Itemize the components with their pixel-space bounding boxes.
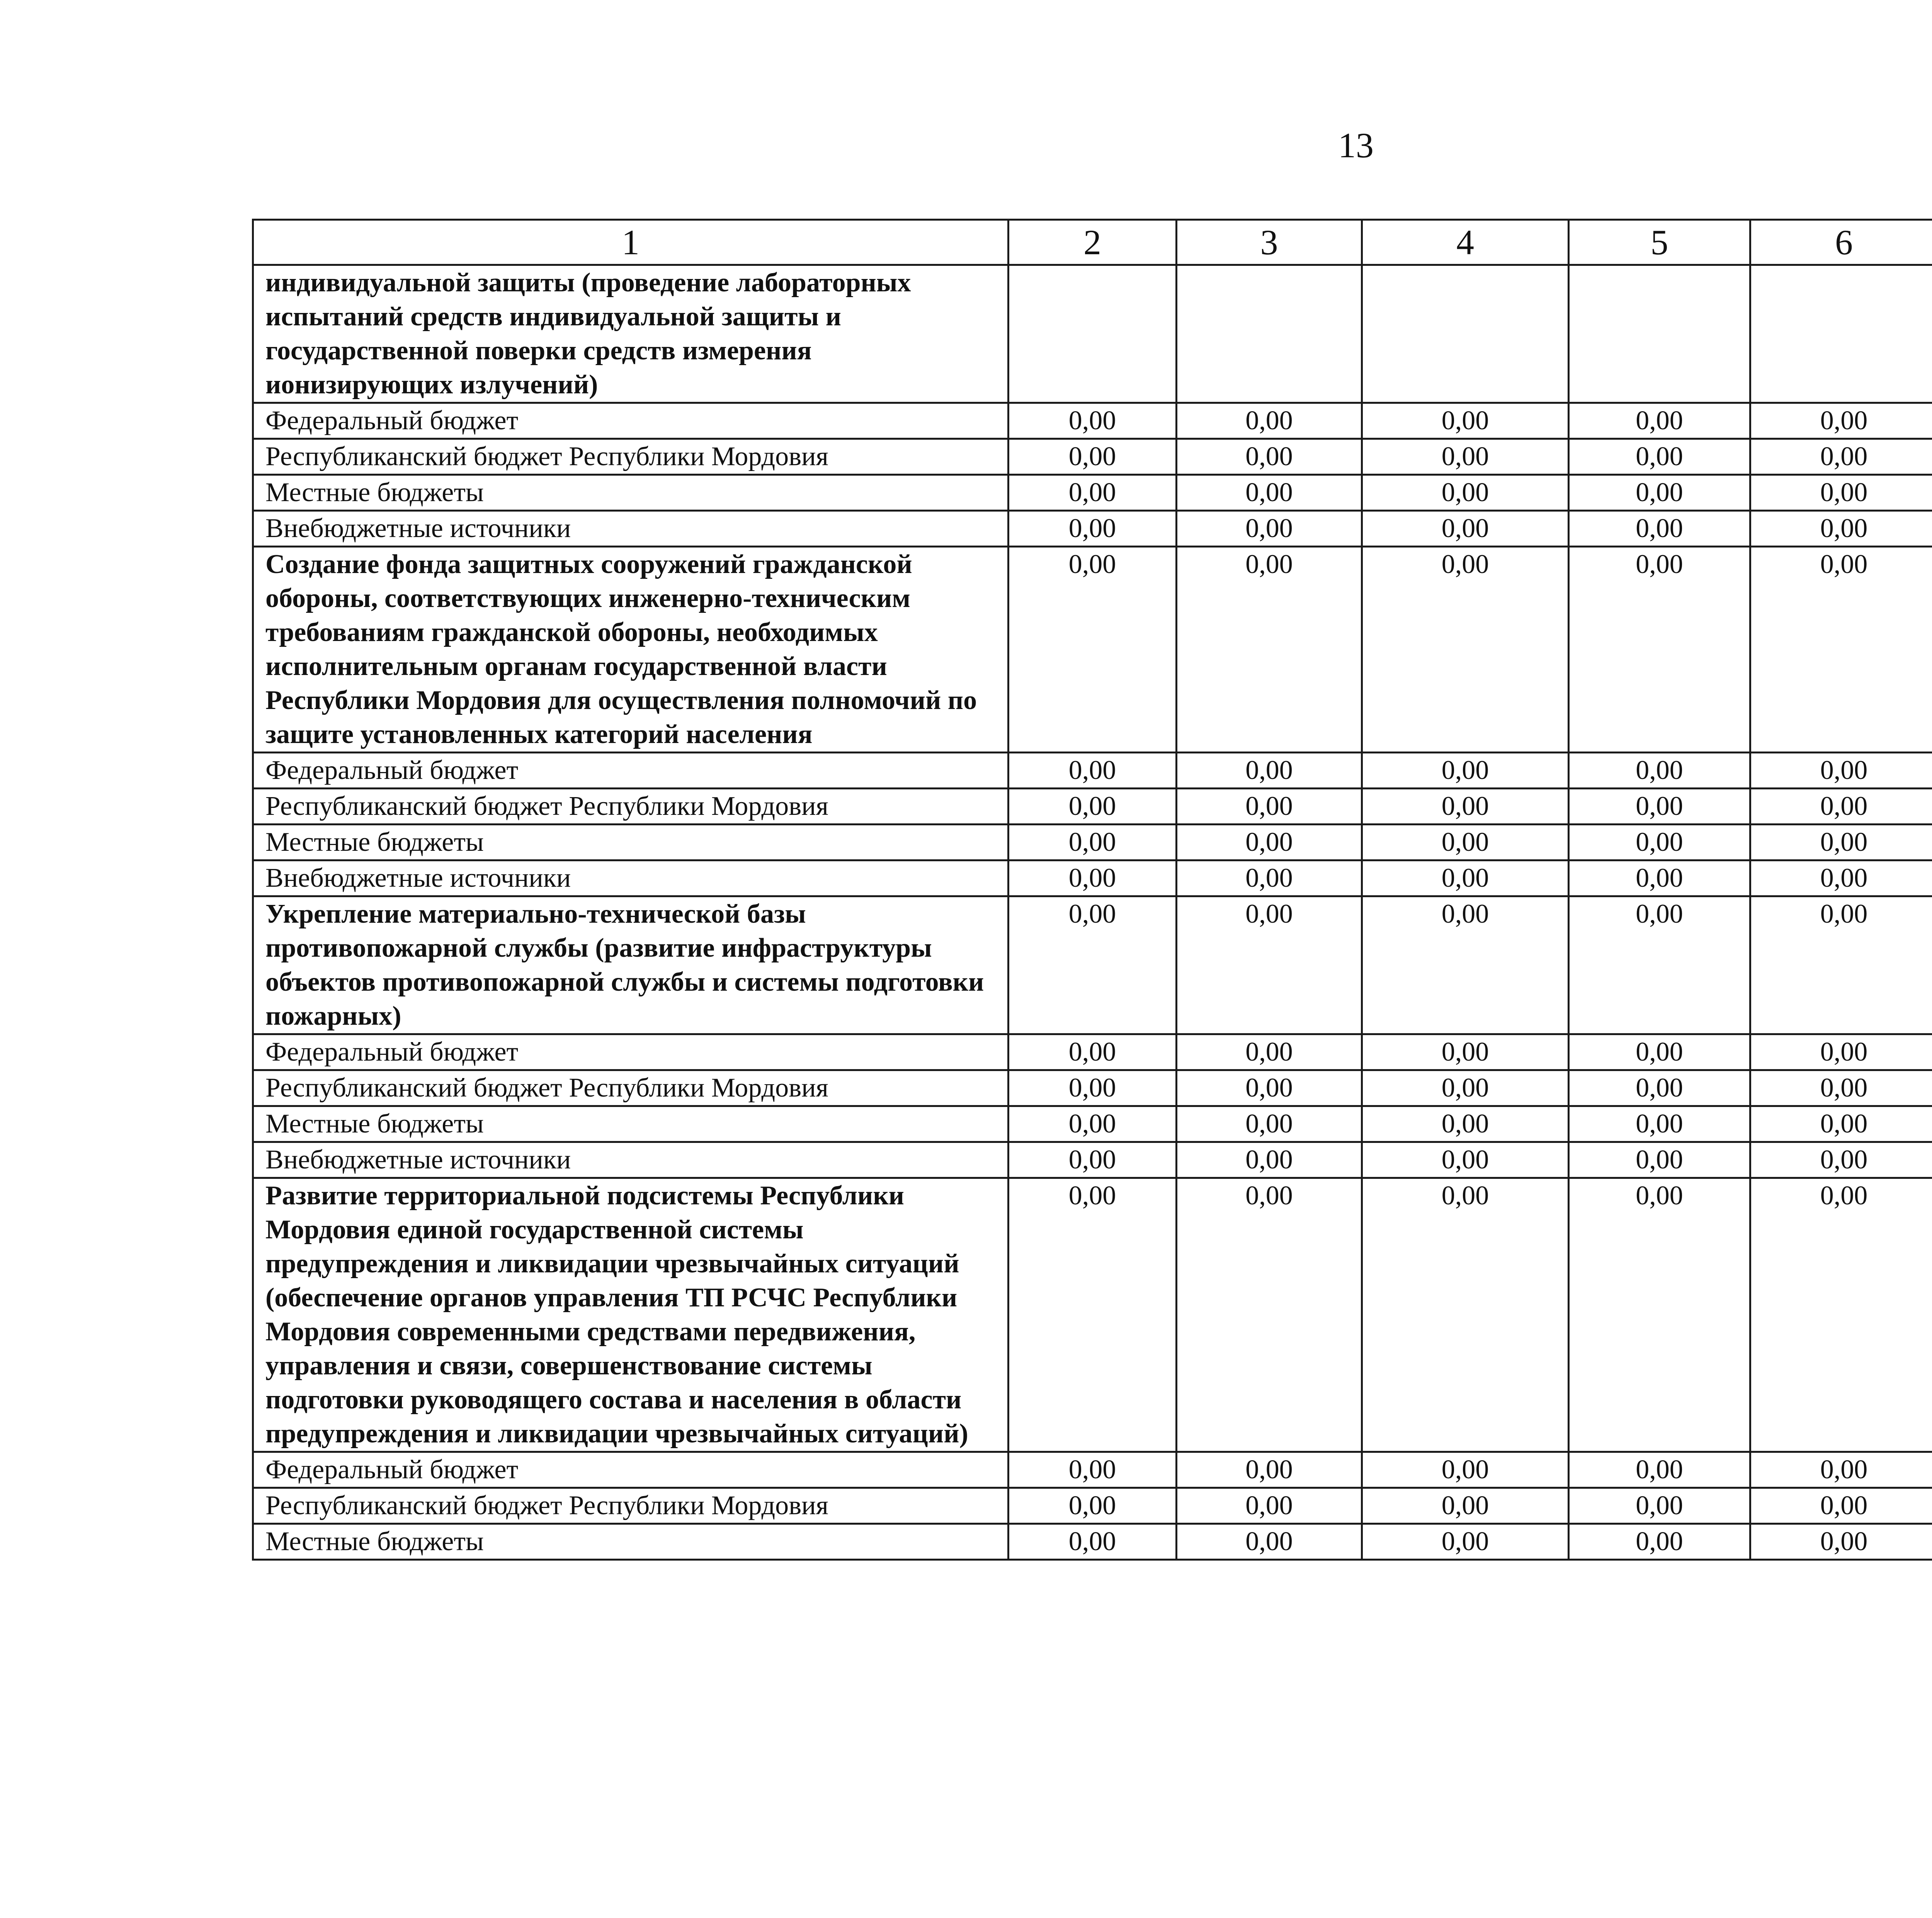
section-title: Создание фонда защитных сооружений гражданской обороны, соответствующих инженерно-техническим требованиям гражданской обороны, необходимых исполнительным органам государственной власти Республики Мордовия для осуществления полномочий по защите установленных категорий населения [253, 547, 1009, 753]
funding-row [253, 511, 1932, 547]
value-cell [1750, 265, 1932, 403]
value-cell: 0,00 [1569, 547, 1750, 753]
value-cell: 0,00 [1177, 860, 1362, 896]
value-cell: 0,00 [1177, 439, 1362, 475]
value-cell: 0,00 [1362, 1178, 1569, 1452]
value-cell: 0,00 [1177, 1488, 1362, 1524]
value-cell: 0,00 [1750, 1106, 1932, 1142]
value-cell: 0,00 [1362, 1106, 1569, 1142]
section-title-row [253, 1178, 1932, 1452]
section-title: Развитие территориальной подсистемы Республики Мордовия единой государственной системы предупреждения и ликвидации чрезвычайных ситуаций (обеспечение органов управления ТП РСЧС Республики Мордовия современными средствами передвижения, управления и связи, совершенствование системы подготовки руководящего состава и населения в области предупреждения и ликвидации чрезвычайных ситуаций) [253, 1178, 1009, 1452]
value-cell: 0,00 [1177, 825, 1362, 860]
value-cell: 0,00 [1177, 547, 1362, 753]
value-cell: 0,00 [1009, 753, 1177, 789]
value-cell: 0,00 [1009, 860, 1177, 896]
value-cell: 0,00 [1750, 789, 1932, 825]
value-cell: 0,00 [1750, 1034, 1932, 1070]
value-cell: 0,00 [1177, 789, 1362, 825]
funding-source-label: Местные бюджеты [253, 475, 1009, 511]
funding-row [253, 403, 1932, 439]
value-cell: 0,00 [1569, 825, 1750, 860]
column-header: 2 [1009, 220, 1177, 265]
value-cell: 0,00 [1362, 511, 1569, 547]
funding-source-label: Федеральный бюджет [253, 403, 1009, 439]
value-cell: 0,00 [1569, 753, 1750, 789]
value-cell: 0,00 [1362, 896, 1569, 1034]
value-cell: 0,00 [1569, 789, 1750, 825]
value-cell: 0,00 [1362, 1034, 1569, 1070]
value-cell [1362, 265, 1569, 403]
funding-row [253, 439, 1932, 475]
value-cell: 0,00 [1750, 439, 1932, 475]
value-cell: 0,00 [1362, 1524, 1569, 1560]
value-cell: 0,00 [1177, 1524, 1362, 1560]
section-title-row [253, 896, 1932, 1034]
table-header [253, 220, 1932, 265]
value-cell: 0,00 [1750, 475, 1932, 511]
value-cell: 0,00 [1362, 789, 1569, 825]
value-cell: 0,00 [1362, 1142, 1569, 1178]
value-cell: 0,00 [1009, 511, 1177, 547]
value-cell: 0,00 [1009, 1488, 1177, 1524]
funding-row [253, 860, 1932, 896]
value-cell: 0,00 [1750, 1524, 1932, 1560]
value-cell: 0,00 [1009, 1070, 1177, 1106]
value-cell: 0,00 [1569, 1106, 1750, 1142]
value-cell: 0,00 [1569, 1452, 1750, 1488]
column-header: 3 [1177, 220, 1362, 265]
funding-row [253, 825, 1932, 860]
value-cell: 0,00 [1750, 547, 1932, 753]
funding-row [253, 1106, 1932, 1142]
funding-row [253, 1452, 1932, 1488]
value-cell: 0,00 [1750, 403, 1932, 439]
funding-row [253, 1524, 1932, 1560]
value-cell: 0,00 [1569, 896, 1750, 1034]
funding-row [253, 753, 1932, 789]
value-cell: 0,00 [1009, 403, 1177, 439]
value-cell: 0,00 [1009, 1106, 1177, 1142]
value-cell: 0,00 [1177, 1452, 1362, 1488]
value-cell: 0,00 [1177, 1178, 1362, 1452]
value-cell: 0,00 [1009, 1034, 1177, 1070]
value-cell: 0,00 [1009, 475, 1177, 511]
value-cell [1569, 265, 1750, 403]
value-cell: 0,00 [1750, 1488, 1932, 1524]
value-cell: 0,00 [1009, 1524, 1177, 1560]
value-cell: 0,00 [1177, 1070, 1362, 1106]
funding-source-label: Местные бюджеты [253, 1106, 1009, 1142]
value-cell: 0,00 [1362, 825, 1569, 860]
value-cell: 0,00 [1569, 511, 1750, 547]
funding-source-label: Внебюджетные источники [253, 1142, 1009, 1178]
section-title: индивидуальной защиты (проведение лабораторных испытаний средств индивидуальной защиты и государственной поверки средств измерения ионизирующих излучений) [253, 265, 1009, 403]
value-cell: 0,00 [1750, 753, 1932, 789]
funding-row [253, 1034, 1932, 1070]
value-cell: 0,00 [1177, 403, 1362, 439]
value-cell: 0,00 [1569, 403, 1750, 439]
funding-source-label: Местные бюджеты [253, 825, 1009, 860]
value-cell: 0,00 [1750, 1178, 1932, 1452]
funding-source-label: Федеральный бюджет [253, 1034, 1009, 1070]
value-cell: 0,00 [1569, 1488, 1750, 1524]
value-cell: 0,00 [1750, 860, 1932, 896]
value-cell: 0,00 [1569, 439, 1750, 475]
value-cell: 0,00 [1362, 439, 1569, 475]
value-cell: 0,00 [1569, 860, 1750, 896]
value-cell: 0,00 [1177, 511, 1362, 547]
value-cell: 0,00 [1009, 1142, 1177, 1178]
funding-source-label: Местные бюджеты [253, 1524, 1009, 1560]
value-cell: 0,00 [1009, 896, 1177, 1034]
column-header: 4 [1362, 220, 1569, 265]
funding-source-label: Федеральный бюджет [253, 753, 1009, 789]
funding-source-label: Федеральный бюджет [253, 1452, 1009, 1488]
value-cell: 0,00 [1569, 1034, 1750, 1070]
column-header: 5 [1569, 220, 1750, 265]
funding-source-label: Республиканский бюджет Республики Мордовия [253, 1488, 1009, 1524]
value-cell: 0,00 [1750, 1070, 1932, 1106]
value-cell: 0,00 [1362, 1488, 1569, 1524]
value-cell: 0,00 [1362, 753, 1569, 789]
value-cell: 0,00 [1362, 860, 1569, 896]
funding-row [253, 789, 1932, 825]
value-cell: 0,00 [1177, 753, 1362, 789]
value-cell: 0,00 [1177, 475, 1362, 511]
section-title-row [253, 547, 1932, 753]
funding-source-label: Внебюджетные источники [253, 860, 1009, 896]
value-cell [1177, 265, 1362, 403]
table-body [253, 265, 1932, 1560]
value-cell: 0,00 [1750, 896, 1932, 1034]
section-title-row [253, 265, 1932, 403]
value-cell: 0,00 [1569, 1178, 1750, 1452]
budget-table [252, 219, 1932, 1561]
funding-row [253, 1488, 1932, 1524]
value-cell: 0,00 [1177, 896, 1362, 1034]
column-header: 1 [253, 220, 1009, 265]
value-cell: 0,00 [1750, 1142, 1932, 1178]
column-header: 6 [1750, 220, 1932, 265]
value-cell: 0,00 [1362, 547, 1569, 753]
value-cell: 0,00 [1569, 475, 1750, 511]
value-cell [1009, 265, 1177, 403]
value-cell: 0,00 [1009, 1178, 1177, 1452]
value-cell: 0,00 [1362, 1452, 1569, 1488]
value-cell: 0,00 [1569, 1524, 1750, 1560]
funding-row [253, 1070, 1932, 1106]
value-cell: 0,00 [1569, 1070, 1750, 1106]
value-cell: 0,00 [1177, 1142, 1362, 1178]
funding-row [253, 475, 1932, 511]
funding-source-label: Внебюджетные источники [253, 511, 1009, 547]
value-cell: 0,00 [1362, 403, 1569, 439]
value-cell: 0,00 [1177, 1106, 1362, 1142]
value-cell: 0,00 [1750, 1452, 1932, 1488]
value-cell: 0,00 [1009, 1452, 1177, 1488]
funding-source-label: Республиканский бюджет Республики Мордовия [253, 439, 1009, 475]
value-cell: 0,00 [1177, 1034, 1362, 1070]
value-cell: 0,00 [1362, 1070, 1569, 1106]
value-cell: 0,00 [1569, 1142, 1750, 1178]
value-cell: 0,00 [1362, 475, 1569, 511]
page-number: 13 [1338, 126, 1374, 165]
value-cell: 0,00 [1750, 511, 1932, 547]
value-cell: 0,00 [1009, 825, 1177, 860]
funding-row [253, 1142, 1932, 1178]
funding-source-label: Республиканский бюджет Республики Мордовия [253, 789, 1009, 825]
value-cell: 0,00 [1009, 789, 1177, 825]
funding-source-label: Республиканский бюджет Республики Мордовия [253, 1070, 1009, 1106]
value-cell: 0,00 [1750, 825, 1932, 860]
section-title: Укрепление материально-технической базы противопожарной службы (развитие инфраструктуры объектов противопожарной службы и системы подготовки пожарных) [253, 896, 1009, 1034]
value-cell: 0,00 [1009, 439, 1177, 475]
value-cell: 0,00 [1009, 547, 1177, 753]
header-row [253, 220, 1932, 265]
